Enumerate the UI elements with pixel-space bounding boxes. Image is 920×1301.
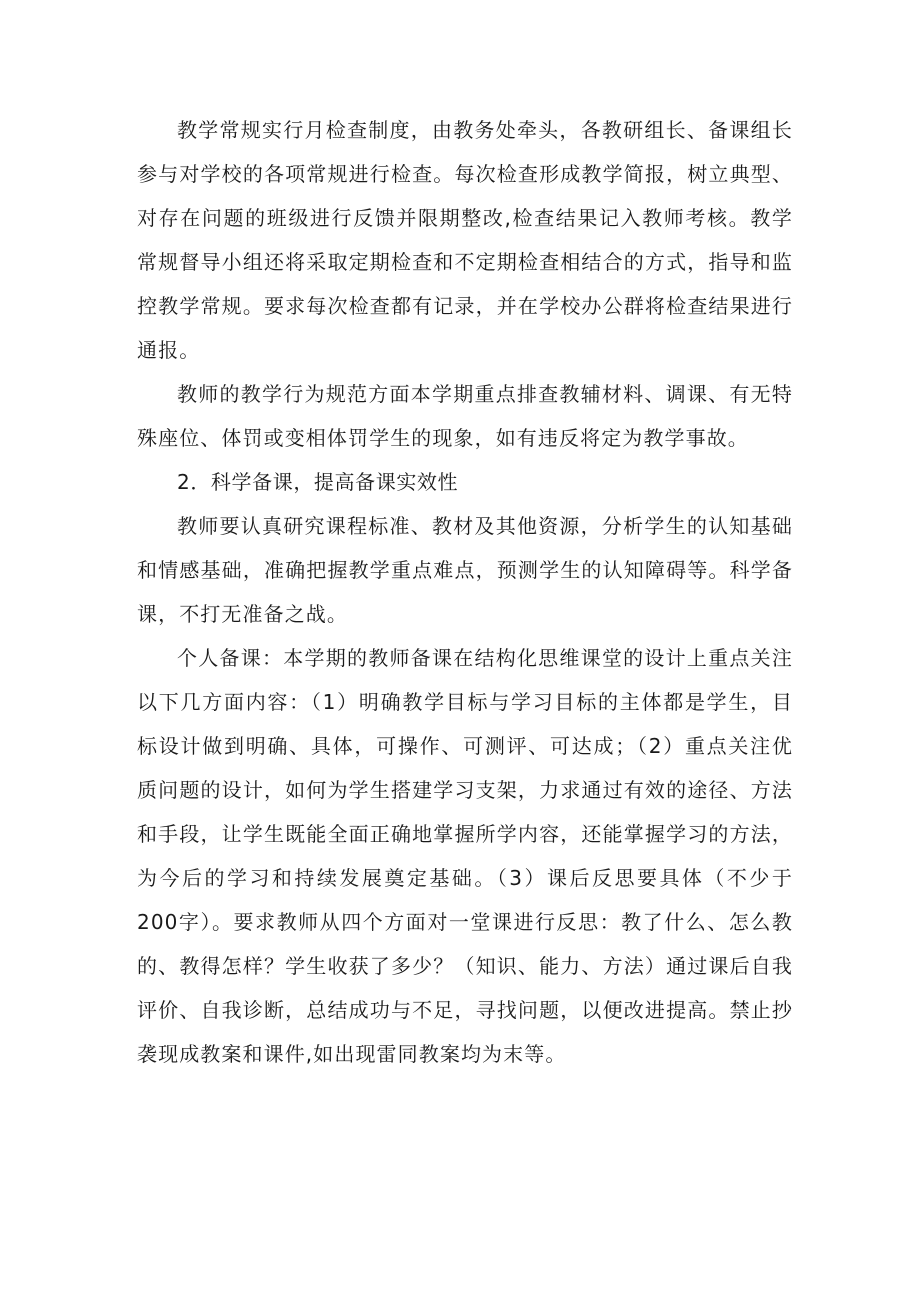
paragraph-routine-inspection: 教学常规实行月检查制度，由教务处牵头，各教研组长、备课组长参与对学校的各项常规进行检查。每次检查形成教学简报，树立典型、对存在问题的班级进行反馈并限期整改,检查结果记入教师考核。教学常规督导小组还将采取定期检查和不定期检查相结合的方式，指导和监控教学常规。要求每次检查都有记录，并在学校办公群将检查结果进行通报。 bbox=[137, 118, 793, 362]
paragraph-individual-prep: 个人备课：本学期的教师备课在结构化思维课堂的设计上重点关注以下几方面内容：（1）明确教学目标与学习目标的主体都是学生，目标设计做到明确、具体，可操作、可测评、可达成；（2）重点关注优质问题的设计，如何为学生搭建学习支架，力求通过有效的途径、方法和手段，让学生既能全面正确地掌握所学内容，还能掌握学习的方法，为今后的学习和持续发展奠定基础。（3）课后反思要具体（不少于200字）。要求教师从四个方面对一堂课进行反思：教了什么、怎么教的、教得怎样？学生收获了多少？（知识、能力、方法）通过课后自我评价、自我诊断，总结成功与不足，寻找问题，以便改进提高。禁止抄袭现成教案和课件,如出现雷同教案均为末等。 bbox=[137, 646, 793, 1066]
section-heading-lesson-prep: 2．科学备课，提高备课实效性 bbox=[177, 470, 459, 494]
paragraph-teaching-conduct: 教师的教学行为规范方面本学期重点排查教辅材料、调课、有无特殊座位、体罚或变相体罚学生的现象，如有违反将定为教学事故。 bbox=[137, 382, 793, 450]
paragraph-curriculum-study: 教师要认真研究课程标准、教材及其他资源，分析学生的认知基础和情感基础，准确把握教学重点难点，预测学生的认知障碍等。科学备课，不打无准备之战。 bbox=[137, 514, 793, 626]
document-body bbox=[137, 108, 793, 1076]
